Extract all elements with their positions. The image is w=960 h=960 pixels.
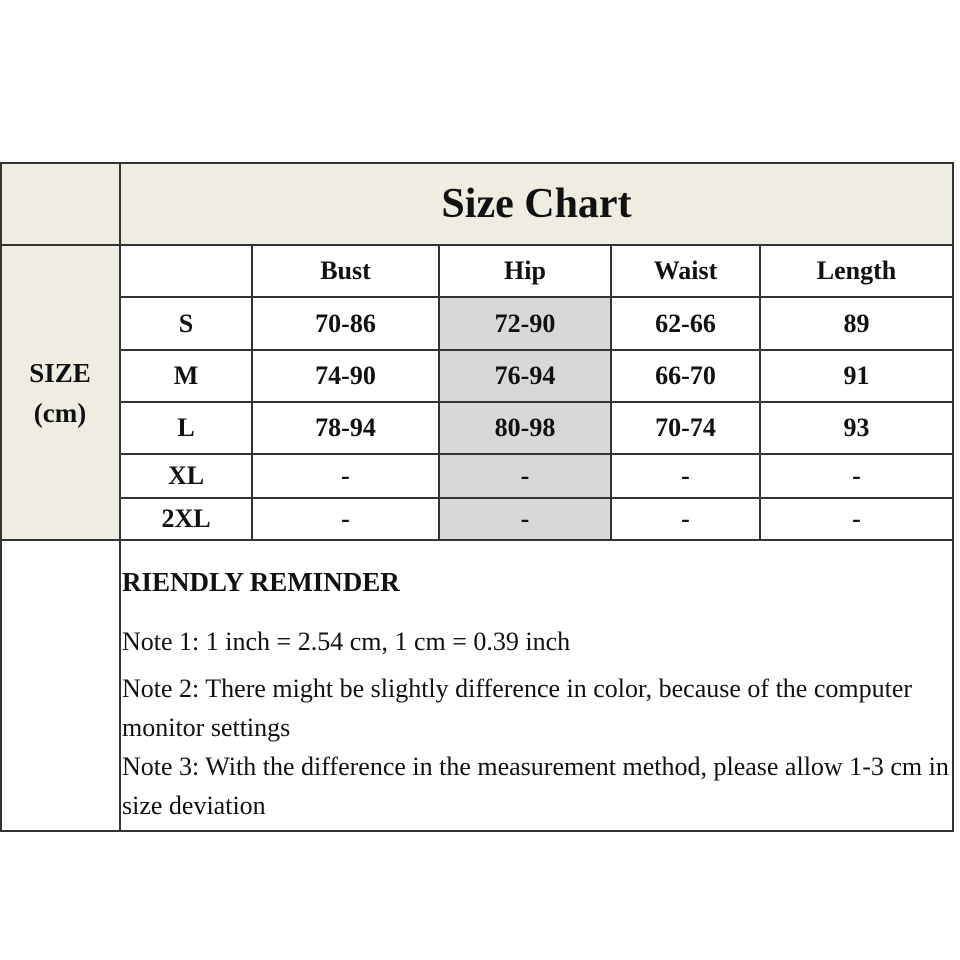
reminder-section bbox=[122, 560, 952, 825]
cell-l-bust: 78-94 bbox=[315, 413, 376, 442]
cell-l-waist: 70-74 bbox=[655, 413, 716, 442]
cell-2xl-length: - bbox=[852, 504, 861, 533]
border-left bbox=[0, 162, 2, 832]
cell-l-length: 93 bbox=[843, 413, 870, 442]
row-divider bbox=[120, 349, 954, 351]
cell-s-waist: 62-66 bbox=[655, 308, 716, 338]
size-unit-label bbox=[0, 245, 120, 540]
top-left-corner bbox=[0, 163, 120, 245]
cell-s-bust: 70-86 bbox=[315, 308, 376, 338]
cell-m-length: 91 bbox=[843, 361, 870, 390]
cell-s-hip: 72-90 bbox=[439, 297, 611, 350]
cell-m-bust: 74-90 bbox=[315, 361, 376, 390]
cell-l-hip: 80-98 bbox=[439, 402, 611, 454]
border-bottom bbox=[0, 830, 954, 832]
note-1: Note 1: 1 inch = 2.54 cm, 1 cm = 0.39 inch bbox=[122, 627, 571, 656]
divider-table-bottom bbox=[0, 539, 954, 541]
cell-xl-waist: - bbox=[681, 461, 690, 490]
size-xl: XL bbox=[167, 461, 205, 490]
cell-m-hip: 76-94 bbox=[439, 350, 611, 402]
row-divider bbox=[120, 401, 954, 403]
column-divider bbox=[759, 245, 761, 540]
header-blank bbox=[120, 245, 252, 297]
size-s: S bbox=[178, 308, 194, 338]
reminder-title: RIENDLY REMINDER bbox=[122, 567, 400, 597]
column-header-waist: Waist bbox=[653, 256, 718, 285]
note-2: Note 2: There might be slightly difference in color, because of the computer monitor settings bbox=[122, 674, 913, 742]
cell-2xl-waist: - bbox=[681, 504, 690, 533]
column-divider bbox=[251, 245, 253, 540]
size-l: L bbox=[177, 413, 195, 442]
cell-xl-bust: - bbox=[341, 461, 350, 490]
column-divider bbox=[438, 245, 440, 540]
row-divider bbox=[120, 497, 954, 499]
cell-2xl-bust: - bbox=[341, 504, 350, 533]
column-header-hip: Hip bbox=[504, 256, 546, 285]
unit-label: (cm) bbox=[33, 397, 87, 428]
column-header-length: Length bbox=[816, 256, 897, 285]
size-m: M bbox=[173, 361, 199, 390]
cell-m-waist: 66-70 bbox=[655, 361, 716, 390]
row-divider bbox=[120, 296, 954, 298]
cell-xl-hip: - bbox=[439, 454, 611, 498]
chart-title: Size Chart bbox=[120, 163, 953, 245]
size-label: SIZE bbox=[29, 357, 91, 388]
column-divider bbox=[610, 245, 612, 540]
column-header-bust: Bust bbox=[320, 256, 371, 285]
row-divider bbox=[120, 453, 954, 455]
cell-xl-length: - bbox=[852, 461, 861, 490]
size-2xl: 2XL bbox=[161, 504, 211, 533]
cell-s-length: 89 bbox=[843, 308, 870, 338]
border-top bbox=[0, 162, 954, 164]
note-3: Note 3: With the difference in the measurement method, please allow 1-3 cm in size deviation bbox=[122, 752, 949, 820]
cell-2xl-hip: - bbox=[439, 498, 611, 540]
divider-title bbox=[0, 244, 954, 246]
